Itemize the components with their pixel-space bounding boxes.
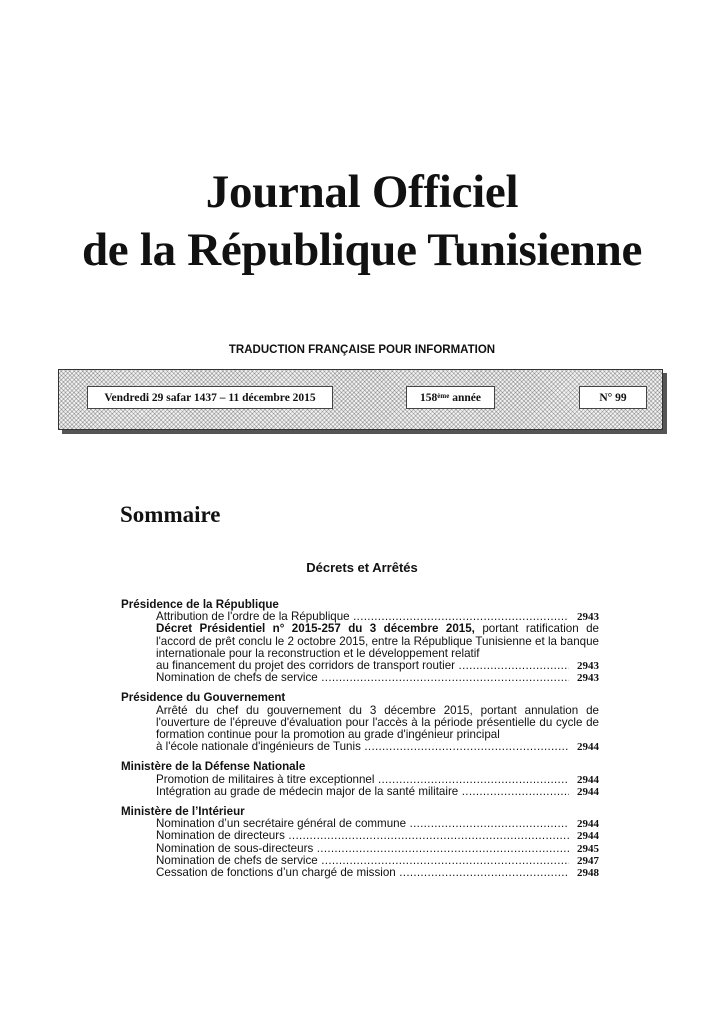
toc-entry-text: Nomination de sous-directeurs ..... [156,843,569,855]
journal-title-line1: Journal Officiel [205,166,519,218]
toc-entry-text: au financement du projet des corridors de transport routier ..... [156,660,569,672]
issue-number: N° 99 [599,391,627,404]
toc-group-title: Présidence de la République [121,598,279,611]
table-of-contents [121,599,599,887]
toc-entry[interactable] [156,741,599,753]
toc-group-title: Ministère de la Défense Nationale [121,760,306,774]
toc-group-title: Présidence du Gouvernement [121,691,286,705]
toc-entry[interactable] [156,843,599,855]
toc-entry-page: 2948 [577,867,599,880]
year-number: 158 [420,391,438,404]
toc-entry-text: Nomination d’un secrétaire général de commune ..... [156,818,569,830]
year-suffix: ème [437,391,450,400]
toc-entry-paragraph[interactable] [156,623,599,660]
toc-entry-text: Promotion de militaires à titre exceptionnel ..... [156,774,569,786]
issue-number-box [579,386,647,409]
toc-entry-page: 2944 [577,773,599,786]
toc-entry-page: 2945 [577,842,599,855]
toc-group [121,599,599,684]
toc-entry-text: Attribution de l'ordre de la République ..... [156,611,569,623]
toc-entry-page: 2947 [577,854,599,867]
year-word: année [452,391,481,404]
toc-entry-paragraph[interactable]: Arrêté du chef du gouvernement du 3 décembre 2015, portant annulation de l'ouverture de l'épreuve d'évaluation pour l'accès à la période présentielle du cycle de formation continue pour la promotion au grade d'ingénieur principal [156,703,599,742]
toc-entry[interactable] [156,855,599,867]
decree-reference: Décret Présidentiel n° 2015-257 du 3 décembre 2015, [156,622,475,636]
toc-entry-page: 2944 [577,785,599,798]
toc-group [121,806,599,879]
toc-entry-page: 2943 [577,611,599,624]
toc-entry-page: 2944 [577,741,599,754]
toc-entry-page: 2943 [577,660,599,673]
toc-entry-text: Nomination de chefs de service ..... [156,672,569,684]
section-title: Décrets et Arrêtés [306,560,418,575]
toc-group [121,692,599,753]
translation-notice: TRADUCTION FRANÇAISE POUR INFORMATION [228,344,496,356]
toc-group [121,761,599,798]
journal-title-line2: de la République Tunisienne [81,224,643,276]
toc-entry[interactable] [156,786,599,798]
toc-entry[interactable] [156,830,599,842]
toc-entry[interactable] [156,660,599,672]
toc-entry-page: 2943 [577,672,599,685]
toc-entry[interactable] [156,818,599,830]
toc-entry-text: à l'école nationale d'ingénieurs de Tunis ..... [156,741,569,753]
issue-date: Vendredi 29 safar 1437 – 11 décembre 2015 [104,391,316,404]
issue-year-box [406,386,495,409]
toc-entry-text: Cessation de fonctions d’un chargé de mission ..... [156,867,569,879]
toc-entry[interactable] [156,774,599,786]
toc-entry-page: 2944 [577,818,599,831]
toc-entry[interactable] [156,867,599,879]
toc-entry-page: 2944 [577,830,599,843]
sommaire-heading: Sommaire [120,502,221,527]
toc-entry-text: Intégration au grade de médecin major de la santé militaire ..... [156,786,569,798]
toc-entry-text: Nomination de chefs de service ..... [156,855,569,867]
toc-entry-text: Nomination de directeurs ..... [156,830,569,842]
issue-date-box [87,386,333,409]
decree-description: portant ratification de l'accord de prêt conclu le 2 octobre 2015, entre la République Tunisienne et la banque internationale pour la reconstruction et le développement relatif [156,622,599,660]
toc-entry[interactable] [156,672,599,684]
toc-group-title: Ministère de l’Intérieur [121,805,245,819]
